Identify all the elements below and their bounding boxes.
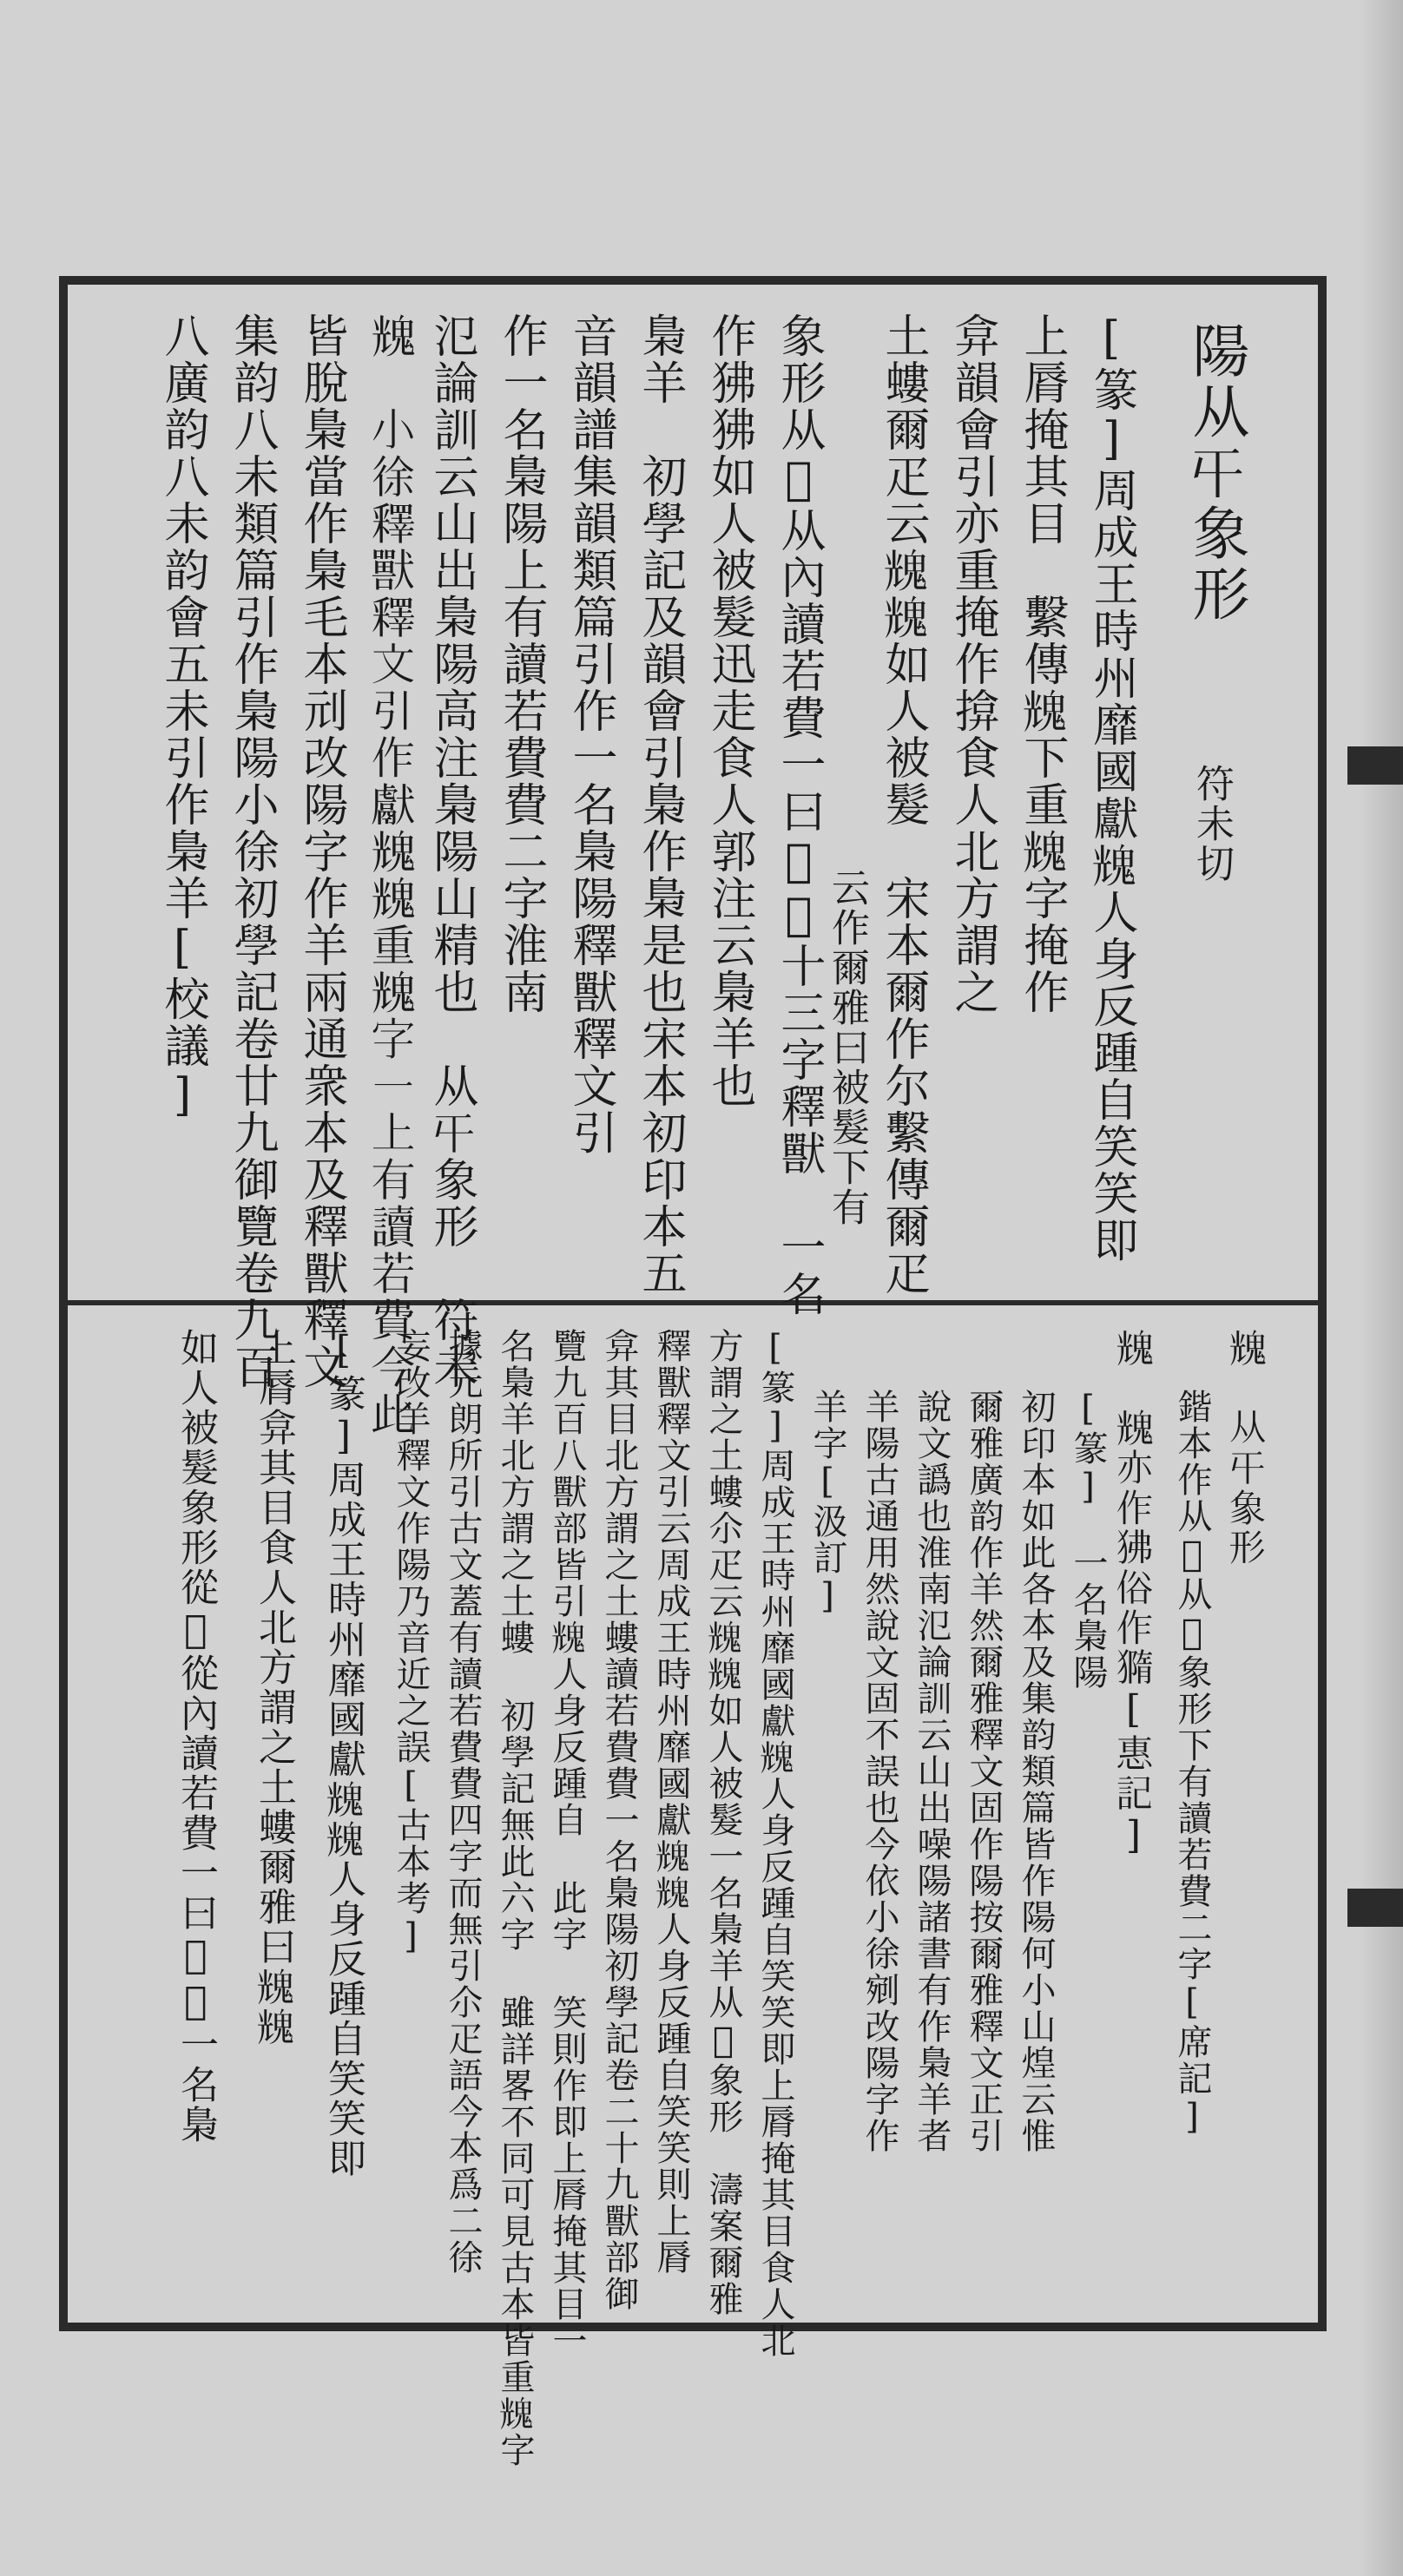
text-column: [篆]周成王時州靡國獻𩳁人身反踵自笑笑即上脣掩其目食人北	[755, 1328, 795, 2359]
text-column: 𩳁 𩳁亦作狒俗作𤡪[惠記]	[1111, 1328, 1156, 1859]
text-column: 釋獸釋文引云周成王時州靡國獻𩳁𩳁人身反踵自笑笑則上脣	[651, 1328, 691, 2276]
text-column: 作狒狒如人被髮迅走食人郭注云梟羊也	[703, 312, 755, 1109]
text-column: 象形从𠚕从內讀若費一曰𩳁𩳁十三字釋獸 一名	[773, 312, 825, 1318]
text-column: 音韻譜集韻類篇引作一名梟陽釋獸釋文引	[564, 312, 616, 1156]
text-column: 妄改羊釋文作陽乃音近之誤[古本考]	[391, 1328, 431, 1958]
text-column: 皆脫梟當作梟毛本刓改陽字作羊兩通衆本及釋獸釋文	[295, 312, 347, 1390]
text-column: 據元朗所引古文蓋有讀若費費四字而無引尒疋語今本爲二徐	[443, 1328, 483, 2276]
text-column: 集韵八未類篇引作梟陽小徐初學記卷廿九御覽卷九百	[226, 312, 278, 1390]
text-column: 鍇本作从𠚕从𡕒象形下有讀若費二字[席記]	[1172, 1389, 1212, 2139]
text-column: 𩳁 从𡕒象形	[1224, 1328, 1268, 1567]
text-column: 云作爾雅曰被髮下有	[825, 868, 869, 1227]
margin-tab	[1347, 746, 1403, 785]
text-column: 弇韻會引亦重掩作揜食人北方謂之	[946, 312, 998, 1015]
entry-reading: 符未切	[1189, 764, 1234, 884]
text-column: 作一名梟陽上有讀若費費二字淮南	[495, 312, 547, 1015]
text-column: [篆] 一名梟陽	[1068, 1389, 1108, 1691]
text-column: 氾論訓云山出梟陽高注梟陽山精也 从𡕒象形 符未	[425, 312, 478, 1390]
text-column: 上脣掩其目 繫傳𩳁下重𩳁字掩作	[1016, 312, 1068, 1015]
text-column: 初印本如此各本及集韵類篇皆作陽何小山煌云惟	[1016, 1389, 1056, 2154]
text-column: 如人被髮象形從𠚕從內讀若費一曰𩳁𩳁一名梟	[174, 1328, 218, 2145]
text-column: 土螻爾疋云𩳁𩳁如人被髮 宋本爾作尔繫傳爾疋	[877, 312, 929, 1297]
text-column: 羊陽古通用然說文固不誤也今依小徐剜改陽字作	[860, 1389, 899, 2154]
text-column: 上脣弇其目食人北方謂之土螻爾雅曰𩳁𩳁	[252, 1328, 296, 2047]
text-column: 方謂之土螻尒疋云𩳁𩳁如人被髮一名梟羊从𠚕象形 濤案爾雅	[703, 1328, 743, 2317]
text-column: 羊字[汲訂]	[807, 1389, 847, 1618]
entry-heading: 陽从𡕒象形	[1182, 321, 1249, 625]
text-column: [篆]周成王時州靡國獻𩳁人身反踵自笑笑即	[1085, 312, 1137, 1264]
margin-tab	[1347, 1889, 1403, 1927]
book-spine	[1360, 0, 1403, 2576]
text-column: [篆]周成王時州靡國獻𩳁𩳁人身反踵自笑笑即	[321, 1328, 366, 2178]
text-column: 梟羊 初學記及韻會引梟作梟是也宋本初印本五	[634, 312, 686, 1297]
text-column: 名梟羊北方謂之土螻 初學記無此六字 雖詳畧不同可見古本皆重𩳁字	[495, 1328, 535, 2468]
text-column: 𩳁 小徐釋獸釋文引作獻𩳁𩳁重𩳁字一上有讀若費今此	[365, 312, 417, 1437]
text-column: 覽九百八獸部皆引𩳁人身反踵自 此字 笑則作即上脣掩其目一	[547, 1328, 587, 2359]
text-column: 八廣韵八未韵會五未引作梟羊[校議]	[156, 312, 208, 1123]
text-column: 爾雅廣韵作羊然爾雅釋文固作陽按爾雅釋文正引	[964, 1389, 1004, 2154]
text-column: 說文譌也淮南氾論訓云山出噪陽諸書有作梟羊者	[912, 1389, 952, 2154]
text-column: 弇其目北方謂之土螻讀若費費一名梟陽初學記卷二十九獸部御	[599, 1328, 639, 2312]
